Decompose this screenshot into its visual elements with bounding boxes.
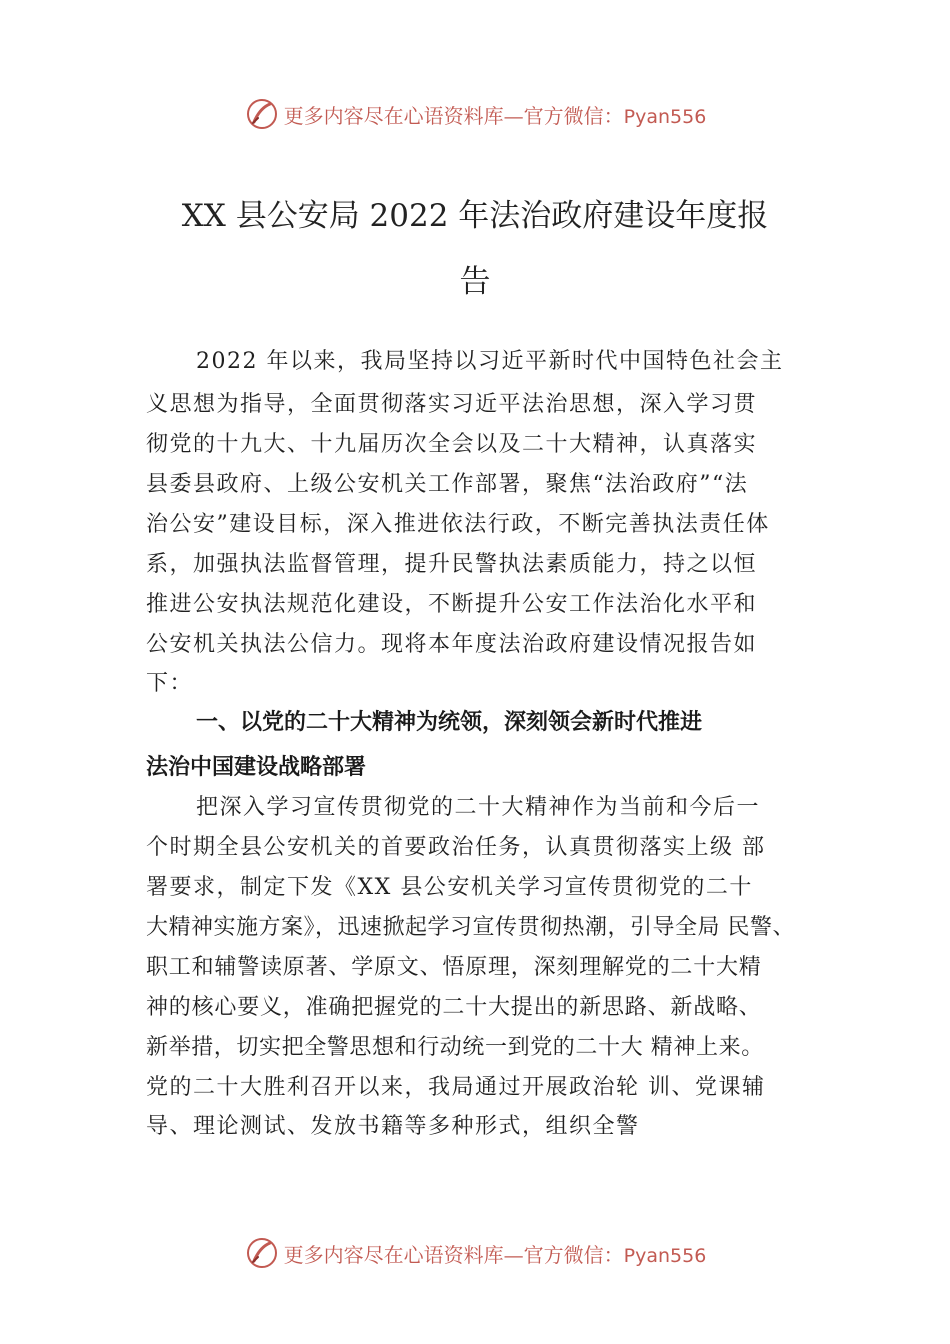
footer-watermark (0, 1233, 950, 1273)
brush-logo-icon (244, 96, 280, 132)
document-title-line-2: 告 (459, 264, 491, 300)
body-line: 职工和辅警读原著、学原文、悟原理，深刻理解党的二十大精 (146, 955, 762, 980)
watermark-text: 更多内容尽在心语资料库—官方微信：Pyan556 (283, 103, 707, 128)
watermark-text: 更多内容尽在心语资料库—官方微信：Pyan556 (283, 1242, 707, 1267)
brush-logo-icon (244, 1235, 280, 1271)
watermark-wechat-id: Pyan556 (623, 1244, 707, 1267)
body-line: 个时期全县公安机关的首要政治任务，认真贯彻落实上级 部 (146, 835, 766, 860)
intro-line: 公安机关执法公信力。现将本年度法治政府建设情况报告如 (146, 632, 758, 657)
body-line: 导、理论测试、发放书籍等多种形式，组织全警 (146, 1114, 640, 1139)
intro-line: 系，加强执法监督管理，提升民警执法素质能力，持之以恒 (146, 552, 758, 577)
intro-line: 2022 年以来，我局坚持以习近平新时代中国特色社会主 (196, 349, 784, 374)
section-heading-line: 法治中国建设战略部署 (146, 755, 367, 780)
body-line: 大精神实施方案》，迅速掀起学习宣传贯彻热潮，引导全局 民警、 (146, 915, 795, 940)
body-line: 神的核心要义，准确把握党的二十大提出的新思路、新战略、 (146, 995, 762, 1020)
intro-line: 推进公安执法规范化建设，不断提升公安工作法治化水平和 (146, 592, 758, 617)
intro-line: 县委县政府、上级公安机关工作部署，聚焦“法治政府”“法 (146, 472, 749, 497)
intro-line: 下： (146, 671, 194, 696)
intro-line: 义思想为指导，全面贯彻落实习近平法治思想，深入学习贯 (146, 392, 758, 417)
intro-line: 治公安”建设目标，深入推进依法行政，不断完善执法责任体 (146, 512, 770, 537)
watermark-wechat-id: Pyan556 (623, 105, 707, 128)
section-heading-line: 一、以党的二十大精神为统领，深刻领会新时代推进 (196, 710, 703, 735)
body-line: 新举措，切实把全警思想和行动统一到党的二十大 精神上来。 (146, 1035, 764, 1060)
header-watermark (0, 94, 950, 134)
intro-line: 彻党的十九大、十九届历次全会以及二十大精神，认真落实 (146, 432, 758, 457)
body-line: 党的二十大胜利召开以来，我局通过开展政治轮 训、党课辅 (146, 1075, 766, 1100)
document-title-line-1: XX 县公安局 2022 年法治政府建设年度报 (181, 198, 769, 234)
body-line: 署要求，制定下发《XX 县公安机关学习宣传贯彻党的二十 (146, 875, 753, 900)
body-line: 把深入学习宣传贯彻党的二十大精神作为当前和今后一 (196, 795, 761, 820)
